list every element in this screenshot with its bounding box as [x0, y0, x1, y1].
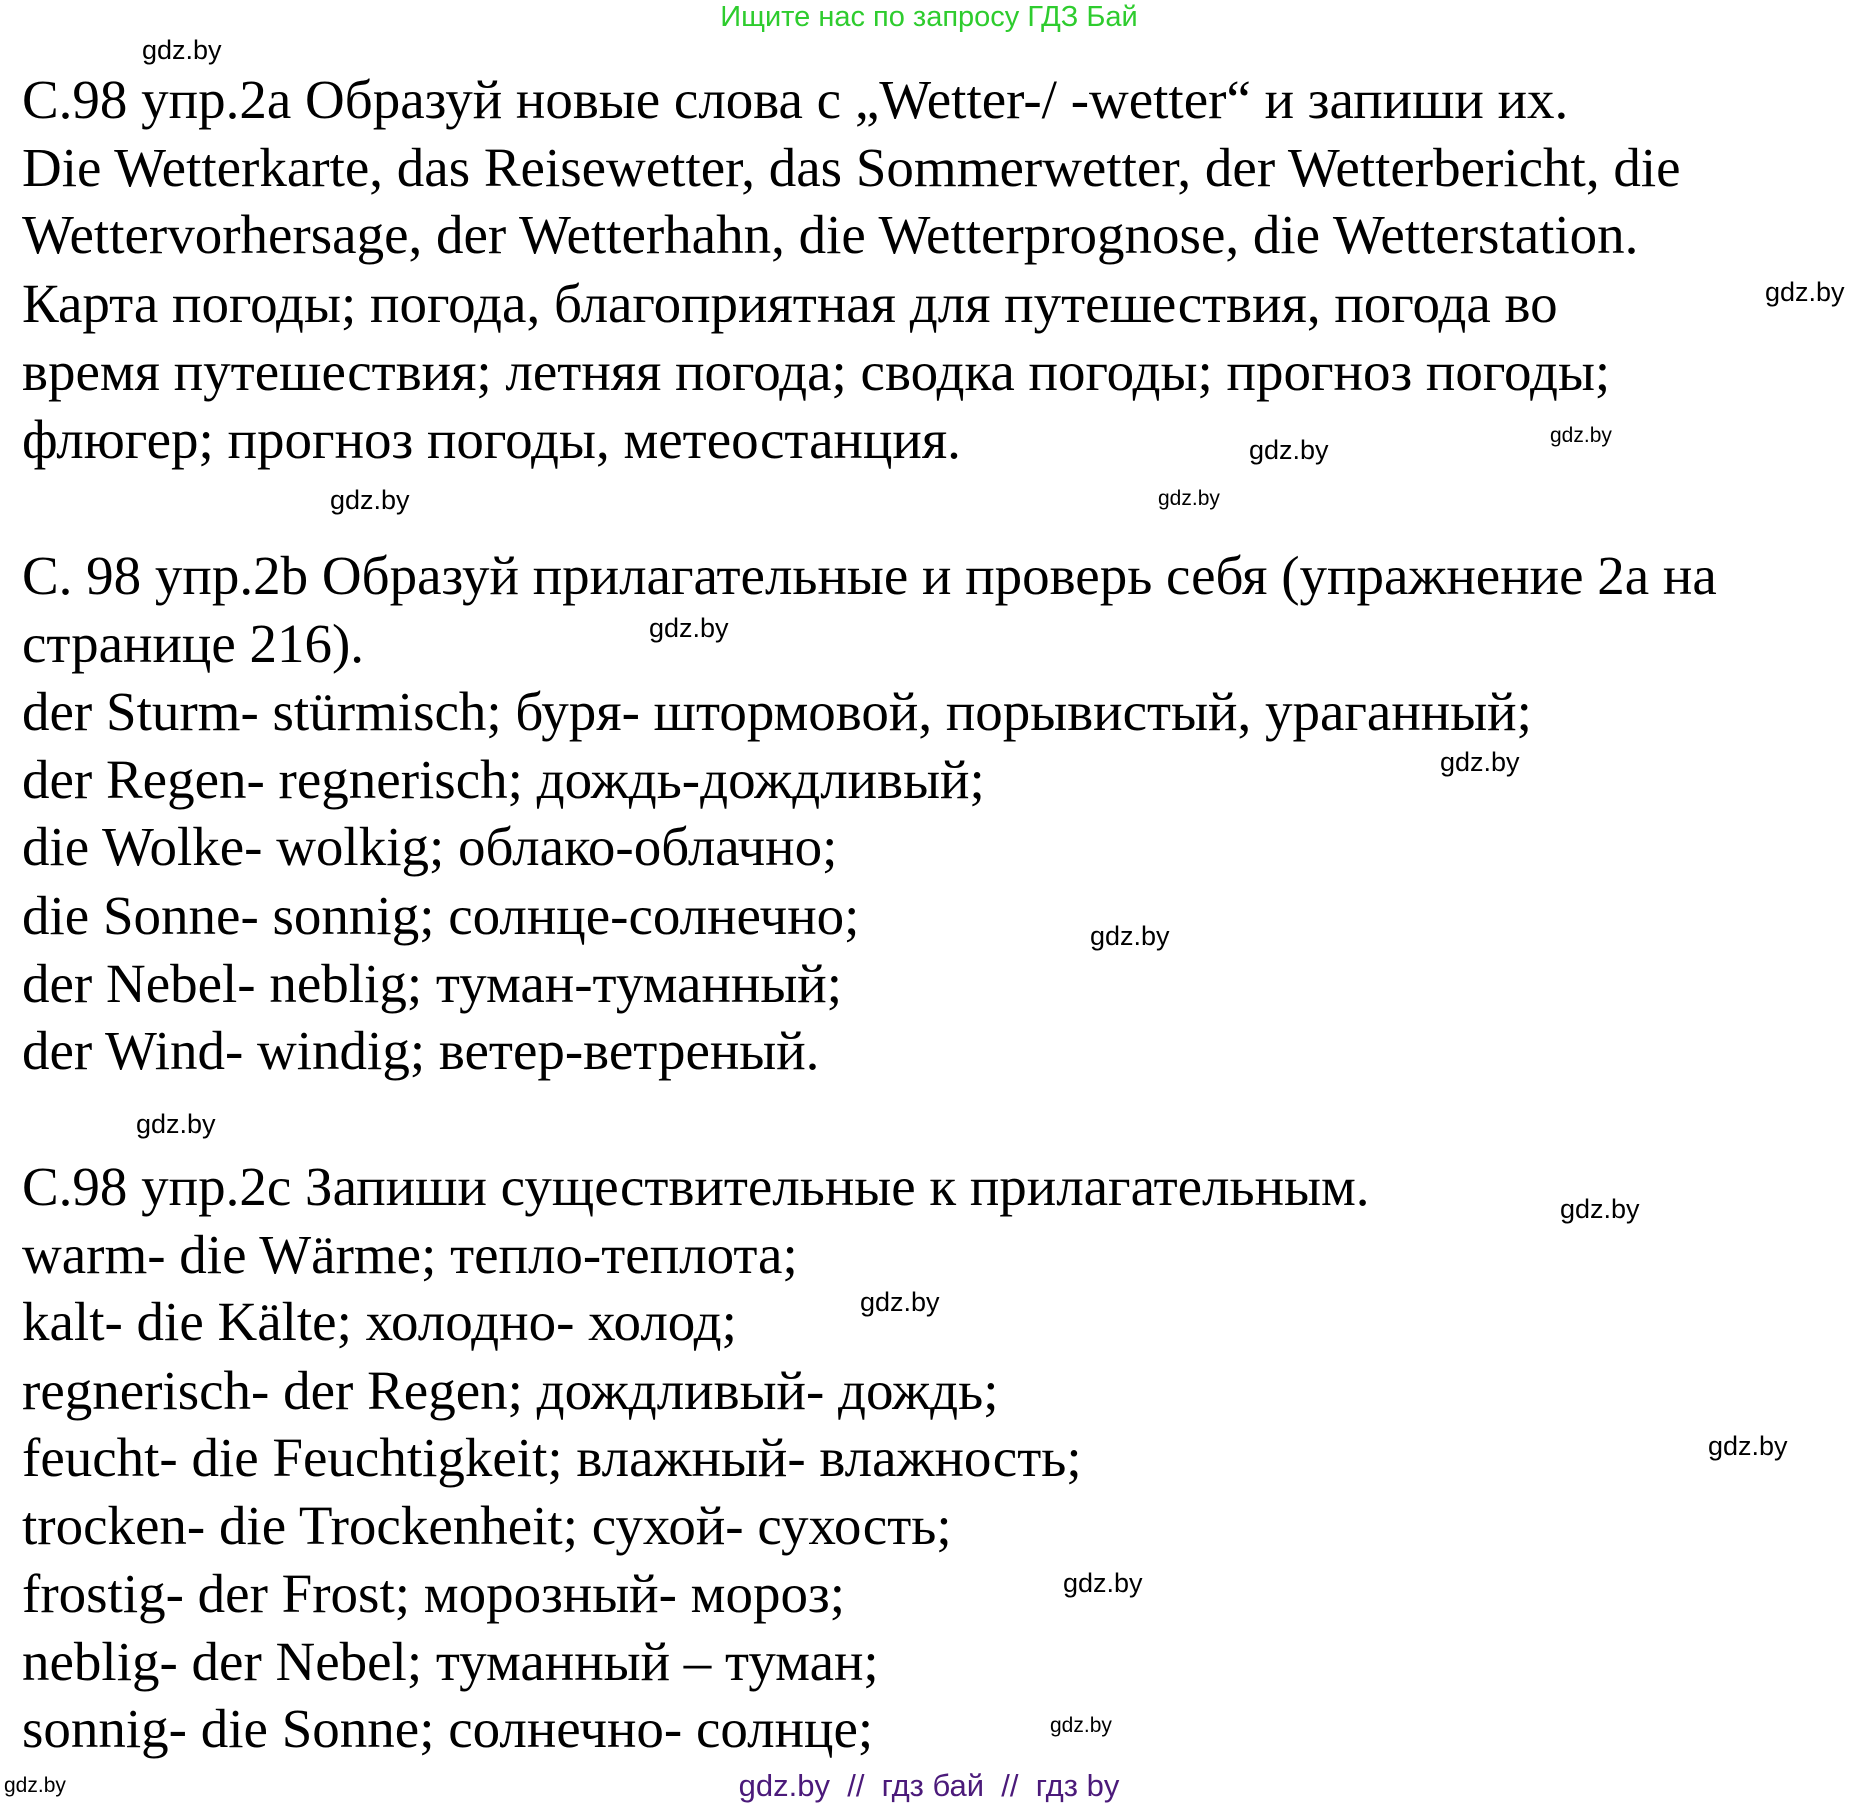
footer-links: gdz.by // гдз бай // гдз by	[738, 1768, 1120, 1803]
exercise-title: С. 98 упр.2b Образуй прилагательные и проверь себя (упражнение 2а на	[22, 545, 1717, 606]
text-line: frostig- der Frost; морозный- мороз;	[22, 1563, 845, 1624]
watermark: gdz.by	[1158, 487, 1220, 510]
text-line: странице 216).	[22, 613, 365, 674]
text-line: sonnig- die Sonne; солнечно- солнце;	[22, 1698, 874, 1759]
watermark: gdz.by	[1440, 747, 1520, 777]
text-line: trocken- die Trockenheit; сухой- сухость;	[22, 1495, 952, 1556]
text-line: kalt- die Kälte; холодно- холод;	[22, 1291, 737, 1352]
watermark: gdz.by	[4, 1774, 66, 1797]
text-line: der Sturm- stürmisch; буря- штормовой, порывистый, ураганный;	[22, 681, 1532, 742]
text-line: флюгер; прогноз погоды, метеостанция.	[22, 409, 961, 470]
watermark: gdz.by	[1765, 277, 1845, 307]
watermark: gdz.by	[1550, 424, 1612, 447]
watermark: gdz.by	[142, 35, 222, 65]
text-line: regnerisch- der Regen; дождливый- дождь;	[22, 1360, 999, 1421]
watermark: gdz.by	[1063, 1568, 1143, 1598]
text-line: der Wind- windig; ветер-ветреный.	[22, 1020, 820, 1081]
text-line: der Nebel- neblig; туман-туманный;	[22, 953, 843, 1014]
text-line: Карта погоды; погода, благоприятная для путешествия, погода во	[22, 273, 1558, 334]
watermark: gdz.by	[136, 1109, 216, 1139]
watermark: gdz.by	[1090, 921, 1170, 951]
text-line: время путешествия; летняя погода; сводка погоды; прогноз погоды;	[22, 341, 1611, 402]
text-line: Die Wetterkarte, das Reisewetter, das Sommerwetter, der Wetterbericht, die	[22, 137, 1681, 198]
exercise-title: С.98 упр.2а Образуй новые слова с „Wetter-/ -wetter“ и запиши их.	[22, 69, 1569, 130]
text-line: die Wolke- wolkig; облако-облачно;	[22, 816, 838, 877]
text-line: feucht- die Feuchtigkeit; влажный- влажность;	[22, 1427, 1082, 1488]
watermark: gdz.by	[649, 613, 729, 643]
watermark: gdz.by	[860, 1287, 940, 1317]
watermark: gdz.by	[330, 485, 410, 515]
watermark: gdz.by	[1050, 1714, 1112, 1737]
search-hint-banner: Ищите нас по запросу ГДЗ Бай	[720, 1, 1138, 33]
text-line: Wettervorhersage, der Wetterhahn, die Wetterprognose, die Wetterstation.	[22, 204, 1639, 265]
exercise-title: С.98 упр.2с Запиши существительные к прилагательным.	[22, 1156, 1370, 1217]
text-line: neblig- der Nebel; туманный – туман;	[22, 1631, 879, 1692]
text-line: die Sonne- sonnig; солнце-солнечно;	[22, 885, 860, 946]
text-line: warm- die Wärme; тепло-теплота;	[22, 1224, 798, 1285]
watermark: gdz.by	[1708, 1431, 1788, 1461]
watermark: gdz.by	[1249, 435, 1329, 465]
text-line: der Regen- regnerisch; дождь-дождливый;	[22, 749, 985, 810]
watermark: gdz.by	[1560, 1194, 1640, 1224]
